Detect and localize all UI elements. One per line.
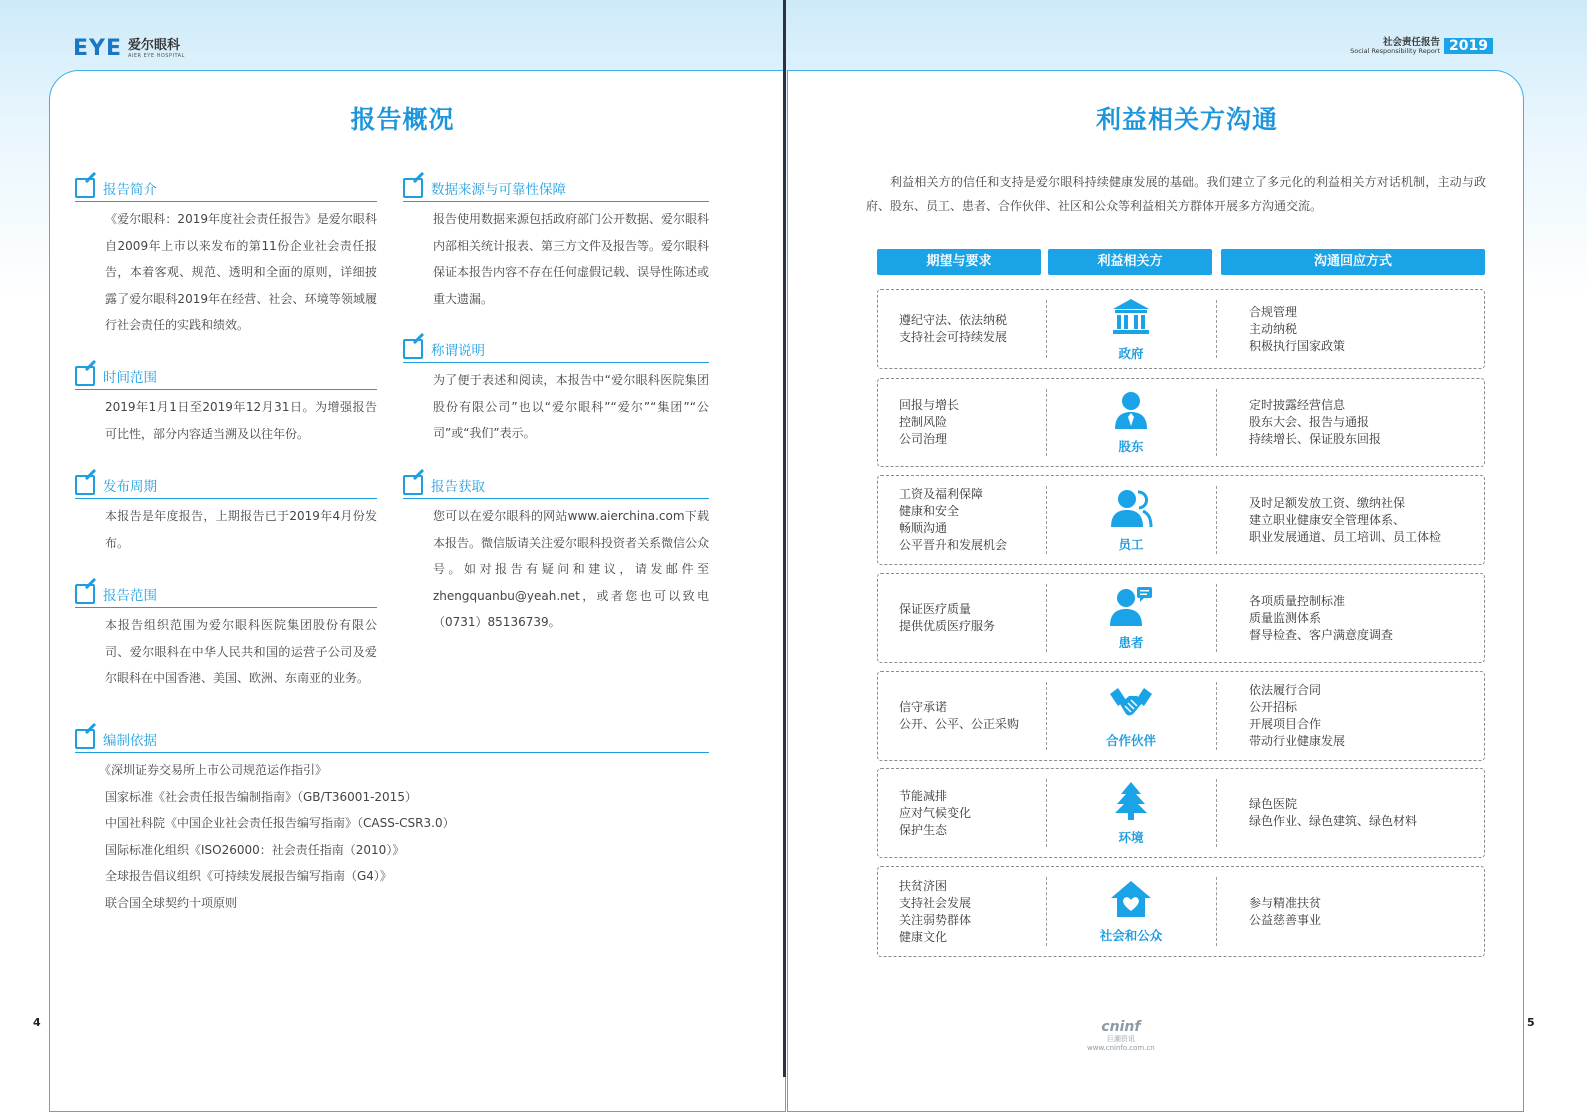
section-header — [75, 729, 709, 753]
section-title: 报告获取 — [431, 479, 485, 495]
header-responses: 沟通回应方式 — [1221, 249, 1485, 275]
section-basis — [75, 729, 709, 916]
stakeholder-name: 环境 — [1118, 829, 1144, 845]
expectation-item: 提供优质医疗服务 — [899, 619, 996, 633]
section-3 — [75, 584, 377, 692]
tree-icon — [1109, 781, 1153, 825]
stakeholder-row — [877, 573, 1485, 663]
response-item: 质量监测体系 — [1249, 610, 1322, 625]
report-title-cn: 社会责任报告 — [1383, 37, 1441, 48]
response-item: 主动纳税 — [1249, 321, 1298, 336]
response-item: 合规管理 — [1249, 304, 1298, 319]
response-item: 职业发展通道、员工培训、员工体检 — [1249, 529, 1442, 544]
response-item: 带动行业健康发展 — [1249, 734, 1346, 748]
basis-item: 《深圳证券交易所上市公司规范运作指引》 — [99, 763, 328, 777]
stakeholder-name: 患者 — [1118, 634, 1144, 650]
section-title: 称谓说明 — [431, 343, 485, 359]
response-item: 各项质量控制标准 — [1249, 593, 1346, 608]
section-6 — [403, 475, 709, 636]
responses-cell — [1249, 769, 1417, 857]
stakeholder-name: 股东 — [1118, 439, 1144, 454]
section-2 — [75, 475, 377, 556]
expectations-cell — [899, 290, 1007, 368]
responses-cell — [1249, 290, 1345, 368]
edit-icon — [403, 475, 423, 495]
response-item: 持续增长、保证股东回报 — [1249, 432, 1382, 446]
stakeholder-row — [877, 378, 1485, 467]
responses-cell — [1249, 574, 1393, 662]
cninf-logo: cninf — [1101, 1019, 1141, 1035]
logo-mark: EYE — [73, 36, 122, 61]
response-item: 公开招标 — [1249, 700, 1298, 714]
section-header — [75, 584, 377, 608]
handshake-icon — [1109, 684, 1153, 728]
expectation-item: 公司治理 — [899, 432, 948, 446]
stakeholder-row — [877, 671, 1485, 761]
stakeholder-cell — [1046, 769, 1216, 857]
page-number-left: 4 — [33, 1016, 41, 1029]
basis-item: 国际标准化组织《ISO26000：社会责任指南（2010）》 — [105, 842, 405, 857]
divider — [1216, 877, 1217, 946]
stakeholder-cell — [1046, 476, 1216, 564]
expectation-item: 应对气候变化 — [899, 805, 972, 820]
response-item: 及时足额发放工资、缴纳社保 — [1249, 495, 1406, 510]
stakeholder-row — [877, 768, 1485, 858]
expectation-item: 保证医疗质量 — [899, 602, 972, 616]
response-item: 绿色作业、绿色建筑、绿色材料 — [1249, 814, 1418, 828]
edit-icon — [403, 339, 423, 359]
stakeholder-cell — [1046, 672, 1216, 760]
stakeholder-intro: 利益相关方的信任和支持是爱尔眼科持续健康发展的基础。我们建立了多元化的利益相关方对话机制，主动与政府、股东、员工、患者、合作伙伴、社区和公众等利益相关方群体开展多方沟通交流。 — [866, 175, 1486, 213]
community-icon — [1109, 879, 1153, 923]
section-body: 本报告组织范围为爱尔眼科医院集团股份有限公司、爱尔眼科在中华人民共和国的运营子公司及爱尔眼科在中国香港、美国、欧洲、东南亚的业务。 — [105, 618, 377, 685]
section-header — [75, 475, 377, 499]
edit-icon — [75, 178, 95, 198]
section-title: 时间范围 — [103, 370, 157, 386]
section-header — [75, 178, 377, 202]
expectation-item: 保护生态 — [899, 822, 948, 837]
logo-en: AIER EYE HOSPITAL — [128, 52, 185, 59]
divider — [1216, 779, 1217, 847]
stakeholder-name: 社会和公众 — [1099, 928, 1163, 943]
shareholder-icon — [1109, 390, 1153, 434]
right-page-title: 利益相关方沟通 — [1095, 105, 1278, 134]
edit-icon — [75, 366, 95, 386]
stakeholder-row — [877, 866, 1485, 957]
section-5 — [403, 339, 709, 447]
page-number-right: 5 — [1527, 1016, 1535, 1029]
logo-cn: 爱尔眼科 — [128, 37, 181, 53]
section-0 — [75, 178, 377, 339]
section-title: 数据来源与可靠性保障 — [431, 182, 566, 198]
section-body: 您可以在爱尔眼科的网站www.aierchina.com下载本报告。微信版请关注爱尔眼科投资者关系微信公众号。如对报告有疑问和建议，请发邮件至zhengquanbu@yeah.net，或者您也可以致电（0731）85136739。 — [433, 509, 710, 629]
response-item: 参与精准扶贫 — [1249, 895, 1322, 910]
response-item: 积极执行国家政策 — [1249, 338, 1346, 353]
basis-item: 全球报告倡议组织《可持续发展报告编写指南（G4）》 — [105, 869, 392, 883]
section-title: 发布周期 — [103, 479, 157, 495]
book-spine — [783, 0, 786, 1077]
expectation-item: 遵纪守法、依法纳税 — [899, 313, 1008, 327]
divider — [1216, 300, 1217, 358]
section-body: 本报告是年度报告，上期报告已于2019年4月份发布。 — [105, 509, 377, 550]
responses-cell — [1249, 476, 1441, 564]
expectation-item: 扶贫济困 — [899, 878, 948, 893]
expectations-cell — [899, 379, 959, 466]
aier-logo — [73, 36, 185, 61]
left-page-title: 报告概况 — [350, 105, 455, 134]
report-year-badge: 2019 — [1444, 38, 1493, 54]
section-header — [403, 178, 709, 202]
stakeholder-name: 员工 — [1118, 536, 1144, 552]
response-item: 定时披露经营信息 — [1249, 398, 1346, 412]
response-item: 绿色医院 — [1249, 797, 1298, 811]
edit-icon — [75, 475, 95, 495]
section-body: 为了便于表述和阅读，本报告中“爱尔眼科医院集团股份有限公司”也以“爱尔眼科”“爱尔”“集团”“公司”或“我们”表示。 — [433, 373, 709, 440]
section-title: 编制依据 — [103, 733, 157, 749]
expectation-item: 节能减排 — [899, 788, 948, 803]
stakeholder-cell — [1046, 290, 1216, 368]
patient-icon — [1109, 586, 1153, 630]
header-stakeholders: 利益相关方 — [1048, 249, 1212, 275]
expectation-item: 健康和安全 — [899, 504, 960, 518]
section-body: 2019年1月1日至2019年12月31日。为增强报告可比性，部分内容适当溯及以往年份。 — [105, 400, 377, 441]
report-header — [1350, 38, 1493, 55]
stakeholder-cell — [1046, 867, 1216, 956]
expectation-item: 畅顺沟通 — [899, 521, 948, 535]
edit-icon — [75, 584, 95, 604]
basis-item: 国家标准《社会责任报告编制指南》（GB/T36001-2015） — [105, 789, 417, 804]
section-4 — [403, 178, 709, 312]
basis-item: 中国社科院《中国企业社会责任报告编写指南》（CASS-CSR3.0） — [105, 816, 455, 830]
edit-icon — [403, 178, 423, 198]
expectation-item: 支持社会可持续发展 — [899, 330, 1008, 344]
cninf-cn: 巨潮资讯 — [1106, 1035, 1135, 1043]
government-icon — [1109, 297, 1153, 341]
cninf-url: www.cninfo.com.cn — [1087, 1044, 1155, 1052]
expectations-cell — [899, 769, 971, 857]
divider — [1216, 389, 1217, 456]
expectation-item: 公开、公平、公正采购 — [899, 717, 1020, 731]
section-body: 《爱尔眼科：2019年度社会责任报告》是爱尔眼科自2009年上市以来发布的第11份企业社会责任报告，本着客观、规范、透明和全面的原则，详细披露了爱尔眼科2019年在经营、社会、环境等领域履行社会责任的实践和绩效。 — [105, 212, 377, 332]
section-body: 报告使用数据来源包括政府部门公开数据、爱尔眼科内部相关统计报表、第三方文件及报告等。爱尔眼科保证本报告内容不存在任何虚假记载、误导性陈述或重大遗漏。 — [433, 212, 710, 306]
expectation-item: 控制风险 — [899, 415, 948, 429]
response-item: 依法履行合同 — [1249, 683, 1322, 697]
expectation-item: 健康文化 — [899, 929, 948, 944]
expectations-cell — [899, 574, 995, 662]
expectations-cell — [899, 867, 971, 956]
expectations-cell — [899, 672, 1019, 760]
header-expectations: 期望与要求 — [877, 249, 1041, 275]
stakeholder-name: 合作伙伴 — [1105, 732, 1156, 748]
basis-item: 联合国全球契约十项原则 — [105, 895, 238, 910]
response-item: 建立职业健康安全管理体系、 — [1249, 512, 1406, 527]
response-item: 督导检查、客户满意度调查 — [1249, 627, 1394, 642]
expectation-item: 支持社会发展 — [899, 895, 972, 910]
section-title: 报告范围 — [103, 588, 157, 604]
section-header — [75, 366, 377, 390]
cninf-watermark — [1087, 1020, 1155, 1052]
stakeholder-cell — [1046, 379, 1216, 466]
section-header — [403, 339, 709, 363]
response-item: 公益慈善事业 — [1249, 912, 1322, 927]
edit-icon — [75, 729, 95, 749]
stakeholder-row — [877, 475, 1485, 565]
stakeholder-name: 政府 — [1118, 345, 1144, 361]
responses-cell — [1249, 867, 1321, 956]
responses-cell — [1249, 672, 1345, 760]
expectations-cell — [899, 476, 1007, 564]
section-header — [403, 475, 709, 499]
response-item: 股东大会、报告与通报 — [1249, 415, 1370, 429]
divider — [1216, 682, 1217, 750]
expectation-item: 公平晋升和发展机会 — [899, 538, 1008, 552]
expectation-item: 工资及福利保障 — [899, 487, 984, 501]
response-item: 开展项目合作 — [1249, 717, 1322, 731]
stakeholder-cell — [1046, 574, 1216, 662]
expectation-item: 信守承诺 — [899, 700, 948, 714]
section-title: 报告简介 — [103, 182, 157, 198]
report-title-en: Social Responsibility Report — [1350, 46, 1441, 55]
divider — [1216, 584, 1217, 652]
divider — [1216, 486, 1217, 554]
expectation-item: 回报与增长 — [899, 398, 960, 412]
logo-text — [128, 39, 185, 59]
basis-list — [75, 757, 709, 916]
employee-icon — [1109, 488, 1153, 532]
stakeholder-row — [877, 289, 1485, 369]
section-1 — [75, 366, 377, 447]
responses-cell — [1249, 379, 1381, 466]
expectation-item: 关注弱势群体 — [899, 912, 972, 927]
